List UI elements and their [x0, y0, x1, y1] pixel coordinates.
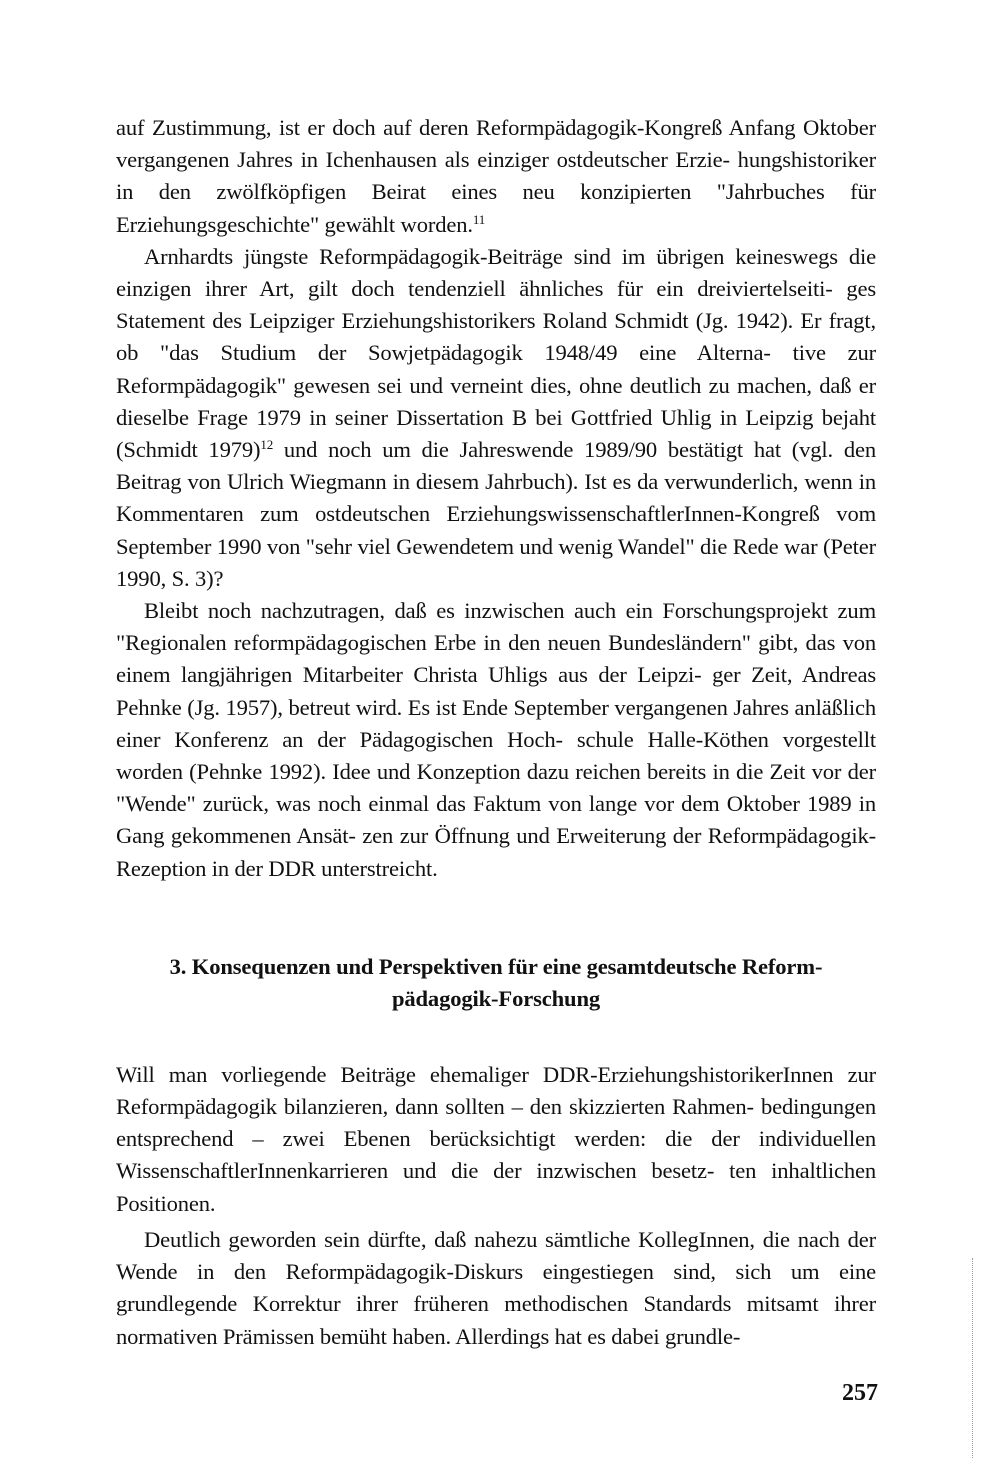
text-line: dazu reichen bereits in die Zeit vor der "Wende" zurück, was noch einmal	[116, 759, 877, 817]
text-line: die einzigen ihrer Art, gilt doch tendenziell ähnliches für ein dreiviertelseiti-	[116, 243, 877, 302]
text-line: gibt, das von einem langjährigen Mitarbeiter Christa Uhligs aus der Leipzi-	[116, 630, 877, 688]
text-line: ErziehungswissenschaftlerInnen-Kongreß vom September 1990 von "sehr	[116, 501, 877, 559]
text-line: vergangenen Jahres anläßlich einer Konferenz an der Pädagogischen Hoch-	[116, 694, 876, 752]
spacer	[116, 1015, 876, 1059]
heading-line: 3. Konsequenzen und Perspektiven für eine gesamtdeutsche Reform-	[169, 953, 823, 979]
footnote-marker: 12	[260, 437, 274, 453]
text-line: Bleibt noch nachzutragen, daß es inzwischen auch ein Forschungsprojekt	[144, 598, 828, 624]
text-line: auf Zustimmung, ist er doch auf deren Reformpädagogik-Kongreß Anfang	[116, 115, 796, 140]
text-line: viel Gewendetem und wenig Wandel" die Rede war (Peter 1990, S. 3)?	[116, 533, 877, 591]
footnote-marker: 11	[472, 211, 486, 227]
paragraph-bilanz	[116, 1059, 876, 1220]
text-line: und noch um die Jahreswende	[273, 437, 574, 463]
text-line: individuellen WissenschaftlerInnenkarrieren und die der inzwischen besetz-	[116, 1126, 876, 1184]
text-line: zum "Regionalen reformpädagogischen Erbe in den neuen Bundesländern"	[116, 598, 876, 656]
text-line: "Jahrbuches für Erziehungsgeschichte" gewählt worden.	[116, 179, 876, 237]
text-line: Deutlich geworden sein dürfte, daß nahezu sämtliche KollegInnen, die	[144, 1226, 790, 1252]
text-line: Arnhardts jüngste Reformpädagogik-Beiträge sind im übrigen keineswegs	[144, 243, 838, 269]
text-line: machen, daß er dieselbe Frage 1979 in seiner Dissertation B bei Gottfried	[116, 372, 876, 430]
heading-line: pädagogik-Forschung	[391, 985, 601, 1011]
text-line: 1989/90 bestätigt hat (vgl. den Beitrag von Ulrich Wiegmann in diesem	[116, 437, 876, 495]
text-line: Oktober vergangenen Jahres in Ichenhausen als einziger ostdeutscher Erzie-	[116, 115, 876, 173]
text-line: ten inhaltlichen Positionen.	[116, 1158, 877, 1216]
text-line: das Faktum von lange vor dem Oktober 1989 in Gang gekommenen Ansät-	[116, 791, 876, 849]
text-line: zur Reformpädagogik bilanzieren, dann sollten – den skizzierten Rahmen-	[116, 1061, 876, 1120]
page-number: 257	[842, 1380, 878, 1406]
text-line: ges Statement des Leipziger Erziehungshistorikers Roland Schmidt (Jg.	[116, 276, 876, 334]
text-line: 1942). Er fragt, ob "das Studium der Sowjetpädagogik 1948/49 eine Alterna-	[116, 308, 876, 366]
paragraph-forschungsprojekt	[116, 595, 876, 885]
paragraph-kolleginnen	[116, 1224, 876, 1353]
text-line: ihrer normativen Prämissen bemüht haben. Allerdings hat es dabei grundle-	[116, 1291, 876, 1349]
text-line: tive zur Reformpädagogik" gewesen sei und verneint dies, ohne deutlich zu	[116, 340, 877, 398]
paragraph-arnhardt	[116, 241, 876, 595]
text-line: ger Zeit, Andreas Pehnke (Jg. 1957), betreut wird. Es ist Ende September	[116, 662, 876, 720]
text-line: schule Halle-Köthen vorgestellt worden (Pehnke 1992). Idee und Konzeption	[116, 726, 877, 785]
text-line: Will man vorliegende Beiträge ehemaliger DDR-ErziehungshistorikerInnen	[116, 1061, 834, 1087]
text-line: eine grundlegende Korrektur ihrer früheren methodischen Standards mitsamt	[116, 1259, 877, 1317]
section-heading	[116, 951, 876, 1015]
text-line: nach der Wende in den Reformpädagogik-Diskurs eingestiegen sind, sich um	[116, 1226, 876, 1285]
text-line: bedingungen entsprechend – zwei Ebenen berücksichtigt werden: die der	[116, 1094, 877, 1152]
paragraph-continuation	[116, 112, 876, 241]
text-line: zen zur Öffnung und Erweiterung der Reformpädagogik-Rezeption in der	[116, 823, 876, 881]
text-line: Uhlig in Leipzig bejaht (Schmidt 1979)	[116, 404, 877, 463]
text-line: DDR unterstreicht.	[268, 855, 438, 881]
page-body	[116, 112, 876, 1353]
text-line: hungshistoriker in den zwölfköpfigen Beirat eines neu konzipierten	[116, 147, 876, 205]
scan-edge-mark	[972, 1258, 974, 1458]
text-line: Jahrbuch). Ist es da verwunderlich, wenn in Kommentaren zum ostdeutschen	[116, 469, 876, 527]
spacer	[116, 885, 876, 951]
